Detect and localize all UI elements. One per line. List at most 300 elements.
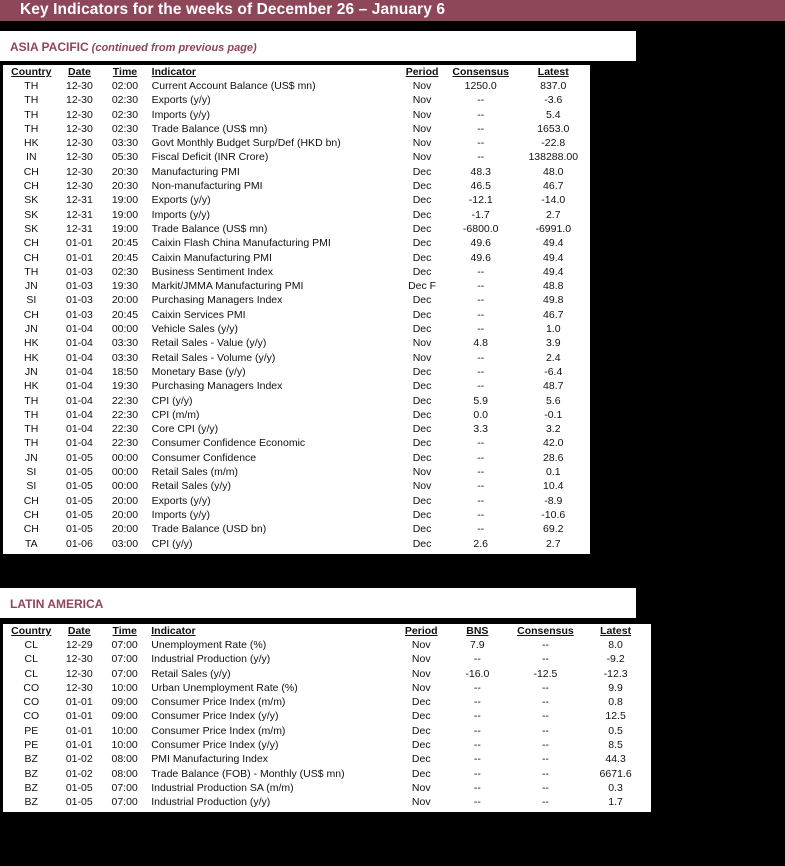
table-row bbox=[3, 724, 651, 738]
cell-latest: -22.8 bbox=[541, 137, 566, 150]
cell-period: Nov bbox=[412, 337, 432, 350]
cell-date: 12-29 bbox=[65, 639, 93, 651]
cell-period: Dec bbox=[412, 380, 432, 393]
table-row bbox=[3, 422, 590, 436]
cell-date: 01-01 bbox=[65, 724, 93, 737]
cell-date: 01-05 bbox=[66, 480, 93, 493]
cell-date: 12-30 bbox=[66, 80, 93, 92]
cell-period: Nov bbox=[411, 653, 431, 666]
cell-indicator: Trade Balance (USD bn) bbox=[151, 523, 267, 536]
cell-indicator: Consumer Price Index (y/y) bbox=[151, 710, 279, 723]
cell-time: 03:00 bbox=[111, 537, 139, 550]
cell-country: TH bbox=[24, 408, 39, 421]
cell-period: Nov bbox=[412, 80, 432, 92]
cell-country: CO bbox=[23, 681, 40, 694]
table-row bbox=[3, 695, 651, 709]
cell-latest: -10.6 bbox=[541, 508, 566, 521]
cell-indicator: Trade Balance (US$ mn) bbox=[151, 122, 268, 135]
cell-consensus: -12.1 bbox=[468, 194, 493, 207]
table-row bbox=[3, 738, 651, 752]
cell-country: CH bbox=[23, 165, 39, 178]
cell-consensus: 46.5 bbox=[470, 180, 491, 193]
cell-country: JN bbox=[24, 451, 38, 464]
cell-period: Nov bbox=[411, 681, 431, 694]
cell-country: CH bbox=[23, 508, 39, 521]
cell-period: Dec bbox=[412, 523, 432, 536]
cell-country: JN bbox=[24, 365, 38, 378]
cell-consensus: -- bbox=[541, 710, 549, 723]
cell-period: Dec bbox=[412, 294, 432, 307]
cell-country: CH bbox=[23, 523, 39, 536]
cell-time: 22:30 bbox=[111, 437, 139, 450]
cell-country: TH bbox=[24, 265, 39, 278]
cell-period: Dec bbox=[412, 408, 432, 421]
cell-time: 19:30 bbox=[111, 380, 139, 393]
cell-period: Nov bbox=[412, 108, 432, 121]
cell-time: 22:30 bbox=[111, 423, 139, 436]
cell-indicator: Trade Balance (FOB) - Monthly (US$ mn) bbox=[151, 767, 345, 780]
cell-latest: 8.5 bbox=[608, 739, 623, 752]
cell-indicator: Consumer Price Index (m/m) bbox=[151, 696, 286, 709]
table-row bbox=[3, 522, 590, 536]
cell-date: 01-02 bbox=[65, 767, 93, 780]
cell-consensus: 1250.0 bbox=[464, 80, 497, 92]
table-row bbox=[3, 795, 651, 809]
cell-consensus: 3.3 bbox=[473, 423, 489, 436]
cell-indicator: Consumer Price Index (y/y) bbox=[151, 739, 279, 752]
table-row bbox=[3, 638, 651, 652]
latam-table bbox=[3, 624, 651, 810]
cell-latest: 0.3 bbox=[608, 781, 623, 794]
asia-section-title: ASIA PACIFIC bbox=[10, 40, 89, 54]
cell-date: 12-31 bbox=[66, 208, 93, 221]
cell-date: 01-04 bbox=[66, 323, 93, 336]
asia-section-title-wrap bbox=[10, 40, 257, 54]
cell-period: Dec bbox=[412, 394, 432, 407]
cell-consensus: -- bbox=[477, 151, 485, 164]
table-row bbox=[3, 222, 590, 236]
cell-consensus: -- bbox=[477, 122, 485, 135]
cell-country: TH bbox=[24, 394, 39, 407]
cell-consensus: 2.6 bbox=[473, 537, 489, 550]
cell-country: CL bbox=[24, 653, 38, 666]
table-row bbox=[3, 709, 651, 723]
table-row bbox=[3, 408, 590, 422]
cell-bns: -16.0 bbox=[465, 667, 490, 680]
cell-country: SK bbox=[24, 222, 39, 235]
cell-bns: -- bbox=[473, 681, 481, 694]
cell-country: CH bbox=[23, 308, 39, 321]
cell-consensus: -- bbox=[477, 137, 485, 150]
col-period: Period bbox=[404, 625, 438, 637]
cell-bns: 7.9 bbox=[470, 639, 485, 651]
cell-period: Nov bbox=[411, 796, 431, 809]
cell-country: TH bbox=[24, 437, 39, 450]
cell-country: HK bbox=[24, 337, 39, 350]
cell-indicator: Current Account Balance (US$ mn) bbox=[151, 80, 316, 92]
cell-country: BZ bbox=[24, 753, 38, 766]
latam-section-title: LATIN AMERICA bbox=[10, 597, 104, 611]
cell-date: 12-30 bbox=[66, 180, 93, 193]
cell-date: 01-05 bbox=[66, 451, 93, 464]
cell-bns: -- bbox=[473, 710, 481, 723]
cell-consensus: -1.7 bbox=[471, 208, 490, 221]
cell-time: 00:00 bbox=[111, 451, 139, 464]
cell-bns: -- bbox=[473, 781, 481, 794]
cell-period: Dec bbox=[412, 451, 432, 464]
cell-indicator: Retail Sales (y/y) bbox=[151, 667, 231, 680]
cell-date: 12-30 bbox=[66, 137, 93, 150]
col-period: Period bbox=[405, 66, 439, 78]
cell-period: Dec bbox=[412, 323, 432, 336]
cell-country: CL bbox=[24, 639, 38, 651]
cell-indicator: Retail Sales (y/y) bbox=[151, 480, 232, 493]
cell-consensus: -- bbox=[541, 696, 549, 709]
table-row bbox=[3, 436, 590, 450]
cell-consensus: -- bbox=[477, 380, 485, 393]
cell-time: 20:45 bbox=[111, 237, 139, 250]
cell-bns: -- bbox=[473, 724, 481, 737]
cell-time: 22:30 bbox=[111, 394, 139, 407]
table-row bbox=[3, 508, 590, 522]
cell-latest: 28.6 bbox=[543, 451, 564, 464]
asia-table-header-row bbox=[3, 65, 590, 79]
cell-country: TA bbox=[24, 537, 38, 550]
cell-date: 12-30 bbox=[66, 94, 93, 107]
cell-latest: 49.4 bbox=[543, 251, 564, 264]
cell-country: CH bbox=[23, 237, 39, 250]
cell-latest: -3.6 bbox=[544, 94, 563, 107]
table-row bbox=[3, 681, 651, 695]
cell-indicator: Vehicle Sales (y/y) bbox=[151, 323, 239, 336]
cell-date: 01-05 bbox=[66, 523, 93, 536]
cell-consensus: -- bbox=[477, 294, 485, 307]
cell-indicator: CPI (m/m) bbox=[151, 408, 200, 421]
table-row bbox=[3, 108, 590, 122]
cell-date: 12-30 bbox=[65, 681, 93, 694]
cell-indicator: Imports (y/y) bbox=[151, 208, 210, 221]
asia-table bbox=[3, 65, 590, 551]
cell-date: 01-05 bbox=[65, 781, 93, 794]
cell-indicator: Manufacturing PMI bbox=[151, 165, 240, 178]
cell-latest: 6671.6 bbox=[599, 767, 632, 780]
table-row bbox=[3, 122, 590, 136]
cell-period: Dec bbox=[412, 265, 432, 278]
cell-consensus: 5.9 bbox=[473, 394, 489, 407]
cell-indicator: Urban Unemployment Rate (%) bbox=[151, 681, 298, 694]
latam-table-header-row bbox=[3, 624, 651, 638]
cell-period: Dec bbox=[412, 222, 432, 235]
cell-latest: 8.0 bbox=[608, 639, 623, 651]
cell-time: 09:00 bbox=[111, 710, 138, 723]
cell-date: 12-30 bbox=[65, 667, 93, 680]
col-latest: Latest bbox=[537, 66, 569, 78]
cell-time: 20:30 bbox=[111, 180, 139, 193]
col-country: Country bbox=[11, 625, 52, 637]
cell-period: Dec bbox=[412, 251, 432, 264]
cell-latest: 9.9 bbox=[608, 681, 623, 694]
cell-date: 01-05 bbox=[66, 466, 93, 479]
table-row bbox=[3, 150, 590, 164]
cell-latest: 1653.0 bbox=[537, 122, 570, 135]
cell-consensus: 48.3 bbox=[470, 165, 491, 178]
cell-date: 12-31 bbox=[66, 194, 93, 207]
cell-time: 20:00 bbox=[111, 294, 139, 307]
table-row bbox=[3, 336, 590, 350]
cell-date: 01-03 bbox=[66, 265, 93, 278]
cell-consensus: -- bbox=[477, 480, 485, 493]
cell-time: 10:00 bbox=[111, 739, 138, 752]
cell-consensus: -- bbox=[477, 508, 485, 521]
cell-date: 01-01 bbox=[66, 237, 93, 250]
cell-time: 03:30 bbox=[111, 137, 139, 150]
cell-indicator: Business Sentiment Index bbox=[151, 265, 274, 278]
cell-bns: -- bbox=[473, 653, 481, 666]
cell-country: BZ bbox=[24, 781, 38, 794]
table-row bbox=[3, 652, 651, 666]
table-row bbox=[3, 537, 590, 551]
cell-date: 01-06 bbox=[66, 537, 93, 550]
cell-consensus: -- bbox=[541, 753, 549, 766]
cell-latest: -12.3 bbox=[603, 667, 628, 680]
cell-country: PE bbox=[24, 724, 39, 737]
latam-section-header bbox=[0, 588, 636, 618]
cell-time: 07:00 bbox=[111, 667, 138, 680]
cell-date: 01-03 bbox=[66, 308, 93, 321]
cell-latest: 42.0 bbox=[543, 437, 564, 450]
cell-date: 01-04 bbox=[66, 365, 93, 378]
cell-period: Dec bbox=[412, 308, 432, 321]
cell-consensus: -- bbox=[541, 739, 549, 752]
cell-time: 20:45 bbox=[111, 251, 139, 264]
table-row bbox=[3, 279, 590, 293]
page-title: Key Indicators for the weeks of December 26 – January 6 bbox=[20, 1, 446, 18]
cell-consensus: -- bbox=[477, 451, 485, 464]
cell-time: 08:00 bbox=[111, 767, 138, 780]
cell-country: SK bbox=[24, 208, 39, 221]
cell-latest: 48.8 bbox=[543, 280, 564, 293]
cell-consensus: -- bbox=[541, 796, 549, 809]
table-row bbox=[3, 322, 590, 336]
cell-indicator: Unemployment Rate (%) bbox=[151, 639, 267, 651]
table-row bbox=[3, 781, 651, 795]
cell-period: Dec F bbox=[408, 280, 437, 293]
asia-section-subtitle: (continued from previous page) bbox=[91, 42, 257, 54]
cell-indicator: Industrial Production (y/y) bbox=[151, 653, 271, 666]
cell-country: TH bbox=[24, 94, 39, 107]
cell-consensus: -12.5 bbox=[533, 667, 558, 680]
cell-latest: 46.7 bbox=[543, 180, 564, 193]
cell-latest: -8.9 bbox=[544, 494, 563, 507]
cell-country: CO bbox=[23, 710, 40, 723]
cell-latest: 2.7 bbox=[545, 208, 561, 221]
cell-date: 01-01 bbox=[65, 696, 93, 709]
cell-date: 01-04 bbox=[66, 437, 93, 450]
cell-indicator: Imports (y/y) bbox=[151, 508, 210, 521]
col-time: Time bbox=[112, 625, 137, 637]
cell-period: Nov bbox=[412, 151, 432, 164]
cell-period: Nov bbox=[412, 94, 432, 107]
page-title-bar bbox=[0, 0, 785, 21]
cell-country: HK bbox=[24, 351, 39, 364]
cell-indicator: Retail Sales - Volume (y/y) bbox=[151, 351, 276, 364]
cell-consensus: -- bbox=[477, 265, 485, 278]
cell-country: CL bbox=[24, 667, 38, 680]
cell-date: 01-01 bbox=[66, 251, 93, 264]
cell-time: 07:00 bbox=[111, 796, 138, 809]
cell-period: Dec bbox=[412, 208, 432, 221]
cell-country: JN bbox=[24, 280, 38, 293]
cell-date: 01-04 bbox=[66, 394, 93, 407]
cell-period: Dec bbox=[412, 437, 432, 450]
cell-indicator: Imports (y/y) bbox=[151, 108, 210, 121]
cell-consensus: -- bbox=[477, 365, 485, 378]
cell-indicator: Govt Monthly Budget Surp/Def (HKD bn) bbox=[151, 137, 341, 150]
cell-latest: -14.0 bbox=[541, 194, 566, 207]
cell-country: TH bbox=[24, 80, 39, 92]
cell-country: SK bbox=[24, 194, 39, 207]
cell-time: 20:45 bbox=[111, 308, 139, 321]
latam-table-panel bbox=[3, 624, 651, 812]
table-row bbox=[3, 293, 590, 307]
cell-time: 09:00 bbox=[111, 696, 138, 709]
cell-time: 20:00 bbox=[111, 523, 139, 536]
col-date: Date bbox=[68, 66, 91, 78]
cell-period: Nov bbox=[412, 466, 432, 479]
cell-bns: -- bbox=[473, 753, 481, 766]
table-row bbox=[3, 93, 590, 107]
cell-date: 01-05 bbox=[66, 508, 93, 521]
cell-consensus: -- bbox=[541, 767, 549, 780]
cell-bns: -- bbox=[473, 796, 481, 809]
cell-time: 02:30 bbox=[111, 122, 139, 135]
cell-latest: 3.9 bbox=[545, 337, 561, 350]
cell-time: 07:00 bbox=[111, 653, 138, 666]
cell-period: Nov bbox=[411, 639, 431, 651]
table-row bbox=[3, 236, 590, 250]
cell-period: Dec bbox=[411, 767, 431, 780]
cell-consensus: 49.6 bbox=[470, 237, 491, 250]
cell-time: 07:00 bbox=[111, 639, 138, 651]
cell-time: 22:30 bbox=[111, 408, 139, 421]
cell-bns: -- bbox=[473, 767, 481, 780]
cell-indicator: Caixin Flash China Manufacturing PMI bbox=[151, 237, 331, 250]
cell-indicator: Industrial Production (y/y) bbox=[151, 796, 271, 809]
col-country: Country bbox=[11, 66, 52, 78]
cell-latest: 49.4 bbox=[543, 237, 564, 250]
cell-time: 00:00 bbox=[111, 480, 139, 493]
cell-period: Nov bbox=[412, 137, 432, 150]
cell-consensus: -- bbox=[477, 308, 485, 321]
cell-country: BZ bbox=[24, 767, 38, 780]
cell-indicator: Exports (y/y) bbox=[151, 494, 211, 507]
cell-time: 20:00 bbox=[111, 494, 139, 507]
col-indicator: Indicator bbox=[151, 625, 196, 637]
cell-country: SI bbox=[26, 294, 37, 307]
cell-consensus: -- bbox=[477, 466, 485, 479]
cell-time: 00:00 bbox=[111, 323, 139, 336]
cell-period: Dec bbox=[412, 537, 432, 550]
cell-consensus: 0.0 bbox=[473, 408, 489, 421]
cell-latest: -6.4 bbox=[544, 365, 563, 378]
cell-latest: -9.2 bbox=[606, 653, 625, 666]
cell-indicator: Markit/JMMA Manufacturing PMI bbox=[151, 280, 304, 293]
asia-section-header bbox=[0, 31, 636, 61]
cell-latest: 5.6 bbox=[545, 394, 561, 407]
cell-latest: 12.5 bbox=[605, 710, 626, 723]
cell-latest: 0.5 bbox=[608, 724, 623, 737]
table-row bbox=[3, 479, 590, 493]
cell-indicator: Purchasing Managers Index bbox=[151, 380, 283, 393]
cell-indicator: Exports (y/y) bbox=[151, 194, 211, 207]
cell-period: Dec bbox=[412, 365, 432, 378]
col-consensus: Consensus bbox=[517, 625, 574, 637]
cell-latest: -6991.0 bbox=[535, 222, 572, 235]
cell-date: 01-04 bbox=[66, 380, 93, 393]
cell-period: Dec bbox=[412, 494, 432, 507]
cell-consensus: -- bbox=[541, 639, 549, 651]
cell-indicator: Monetary Base (y/y) bbox=[151, 365, 246, 378]
cell-country: PE bbox=[24, 739, 39, 752]
cell-time: 02:30 bbox=[111, 108, 139, 121]
table-row bbox=[3, 351, 590, 365]
cell-consensus: -- bbox=[477, 437, 485, 450]
cell-latest: 1.7 bbox=[608, 796, 623, 809]
cell-period: Nov bbox=[412, 480, 432, 493]
cell-date: 01-03 bbox=[66, 280, 93, 293]
cell-time: 02:00 bbox=[111, 80, 139, 92]
cell-period: Nov bbox=[411, 667, 431, 680]
cell-period: Nov bbox=[412, 122, 432, 135]
col-time: Time bbox=[112, 66, 138, 78]
cell-date: 12-30 bbox=[66, 165, 93, 178]
cell-date: 01-02 bbox=[65, 753, 93, 766]
cell-time: 08:00 bbox=[111, 753, 138, 766]
table-row bbox=[3, 265, 590, 279]
asia-table-panel bbox=[3, 65, 590, 554]
cell-indicator: Exports (y/y) bbox=[151, 94, 211, 107]
cell-consensus: -6800.0 bbox=[462, 222, 499, 235]
col-date: Date bbox=[67, 625, 91, 637]
cell-latest: 49.4 bbox=[543, 265, 564, 278]
cell-latest: 44.3 bbox=[605, 753, 626, 766]
cell-indicator: Retail Sales (m/m) bbox=[151, 466, 239, 479]
cell-period: Dec bbox=[412, 508, 432, 521]
cell-consensus: 49.6 bbox=[470, 251, 491, 264]
col-indicator: Indicator bbox=[151, 66, 196, 78]
table-row bbox=[3, 308, 590, 322]
cell-consensus: -- bbox=[477, 351, 485, 364]
cell-latest: 138288.00 bbox=[528, 151, 579, 164]
table-row bbox=[3, 667, 651, 681]
cell-date: 01-04 bbox=[66, 423, 93, 436]
cell-latest: 69.2 bbox=[543, 523, 564, 536]
col-consensus: Consensus bbox=[452, 66, 510, 78]
table-row bbox=[3, 365, 590, 379]
cell-consensus: -- bbox=[477, 94, 485, 107]
cell-country: SI bbox=[26, 480, 37, 493]
cell-latest: 10.4 bbox=[543, 480, 564, 493]
cell-country: CH bbox=[23, 180, 39, 193]
cell-country: CH bbox=[23, 251, 39, 264]
table-row bbox=[3, 394, 590, 408]
cell-indicator: CPI (y/y) bbox=[151, 537, 193, 550]
cell-country: CH bbox=[23, 494, 39, 507]
cell-consensus: -- bbox=[477, 108, 485, 121]
cell-date: 12-30 bbox=[66, 122, 93, 135]
cell-time: 07:00 bbox=[111, 781, 138, 794]
cell-bns: -- bbox=[473, 696, 481, 709]
